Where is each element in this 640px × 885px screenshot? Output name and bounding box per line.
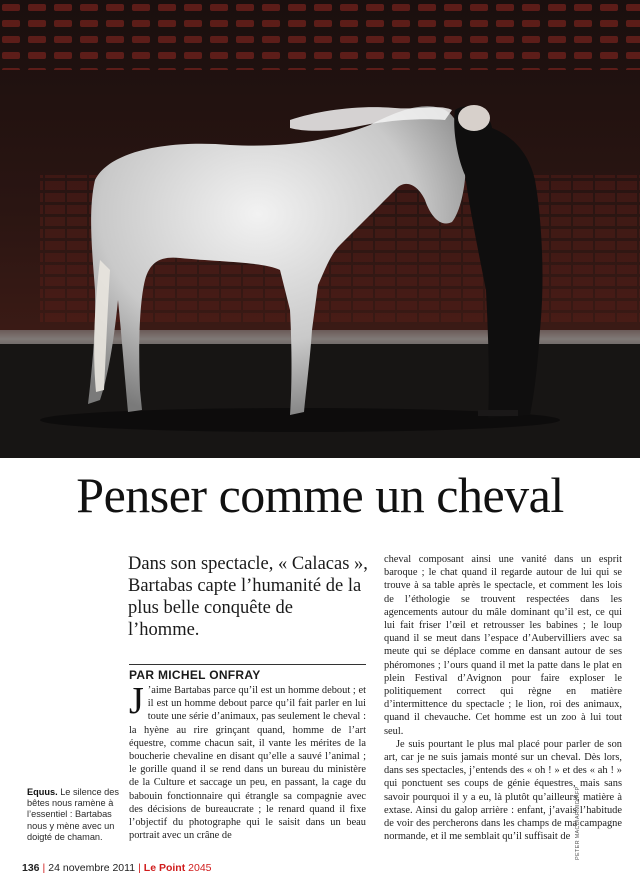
body-paragraph-continued: cheval composant ainsi une vanité dans un esprit baroque ; le chat quand il regarde autour de lui qui se trouve à sa table après le spectacle, et comment les lois de l’éthologie se trouvent respectées dans les agencements autour du mâle dominant qu’il est, ce qui lui fait friser l’œil et retrousser les babines ; le loup quand il se meut dans l’espace d’Aubervilliers avec sa meute qui se déplace comme en dansant autour de ses phéromones ; l’ours quand il met la patte dans le plat en plein Festival d’Avignon pour faire exploser le politiquement correct qui règne en matière d’intermittence du spectacle ; le lion, roi des animaux, quand il chevauche. Cet homme est un zoo à lui tout seul. bbox=[384, 554, 622, 737]
footer-separator: | bbox=[42, 862, 46, 874]
photo-credit: PETER MACDIARMID/AFP bbox=[575, 786, 581, 860]
magazine-name: Le Point bbox=[143, 862, 186, 874]
byline-rule bbox=[129, 664, 366, 665]
dek-standfirst bbox=[128, 553, 368, 641]
caption-lead: Equus. bbox=[27, 787, 58, 797]
drop-cap: J bbox=[129, 684, 144, 722]
issue-date: 24 novembre 2011 bbox=[48, 862, 136, 874]
body-text-left: ’aime Bartabas parce qu’il est un homme debout ; et il est un homme debout parce qu’il fait parler en lui toute une série d’animaux, pas seulement le cheval : la hyène au rire grinçant quand, homme de l’art équestre, comme chacun sait, il vante les mérites de la boucherie chevaline en disant qu’elle a sauvé l’animal ; le gorille quand il se rend dans un bureau du ministère de la Culture et saccage un peu, en passant, la cage du babouin fonctionnaire qui étrangle sa compagnie avec des décisions de bureaucrate ; le renard quand il fixe l’objectif du photographe qui le saisit dans un beau portrait avec un crâne de bbox=[129, 685, 366, 842]
dek-text: Dans son spectacle, « Calacas », Bartabas capte l’humanité de la plus belle conquête de l’homme. bbox=[128, 554, 368, 640]
page-number: 136 bbox=[22, 862, 40, 874]
body-column-left bbox=[129, 684, 366, 864]
page-footer bbox=[22, 862, 212, 874]
issue-number: 2045 bbox=[188, 862, 212, 874]
footer-separator: | bbox=[138, 862, 141, 874]
byline: PAR MICHEL ONFRAY bbox=[129, 668, 261, 682]
headline: Penser comme un cheval bbox=[76, 467, 564, 523]
photo-caption bbox=[27, 787, 119, 843]
body-paragraph-2: Je suis pourtant le plus mal placé pour parler de son art, car je ne suis jamais monté sur un cheval. Dès lors, dans ses spectacles, j’entends des « oh ! » et des « ah ! » qui ponctuent ses coups de génie équestres, mais sans savoir pourquoi il y a eu, là plutôt qu’ailleurs, matière à extase. Ainsi du galop arrière : enfant, j’avais l’habitude de voir des percherons dans les champs de ma campagne normande, et il me semblait qu’il suffisait de bbox=[384, 738, 622, 843]
caption-text: Le silence des bêtes nous ramène à l’essentiel : Bartabas nous y mène avec un doigté de chaman. bbox=[27, 787, 119, 842]
body-column-right bbox=[384, 553, 622, 865]
body-paragraph-1 bbox=[129, 684, 366, 842]
